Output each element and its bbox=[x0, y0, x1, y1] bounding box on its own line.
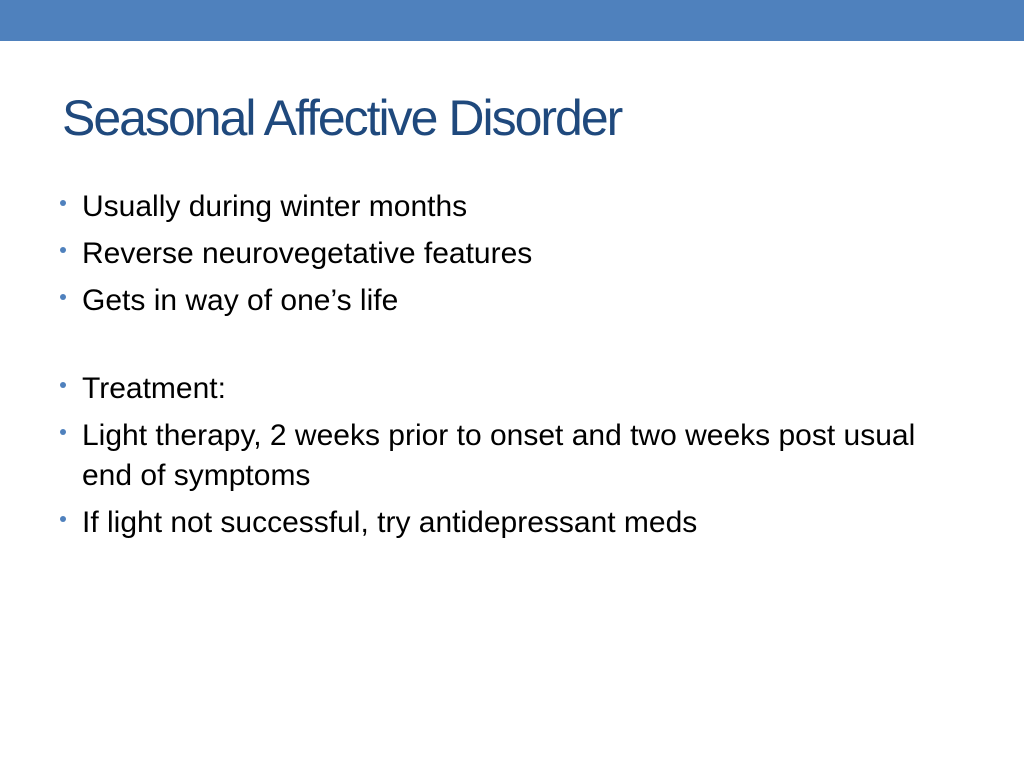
bullet-list bbox=[60, 187, 960, 550]
bullet-item bbox=[60, 416, 960, 496]
bullet-dot-icon bbox=[60, 200, 66, 206]
bullet-text: Light therapy, 2 weeks prior to onset and two weeks post usual end of symptoms bbox=[82, 419, 916, 492]
bullet-item bbox=[60, 187, 960, 227]
slide-title: Seasonal Affective Disorder bbox=[62, 90, 622, 146]
bullet-text: If light not successful, try antidepressant meds bbox=[82, 506, 698, 539]
bullet-dot-icon bbox=[60, 516, 66, 522]
bullet-text: Treatment: bbox=[82, 372, 226, 405]
bullet-dot-icon bbox=[60, 247, 66, 253]
bullet-dot-icon bbox=[60, 294, 66, 300]
bullet-dot-icon bbox=[60, 429, 66, 435]
bullet-item bbox=[60, 369, 960, 409]
bullet-dot-icon bbox=[60, 382, 66, 388]
bullet-text: Gets in way of one’s life bbox=[82, 284, 399, 317]
bullet-item bbox=[60, 234, 960, 274]
bullet-text: Usually during winter months bbox=[82, 190, 468, 223]
bullet-item bbox=[60, 281, 960, 321]
slide-header-bar bbox=[0, 0, 1024, 41]
bullet-item bbox=[60, 503, 960, 543]
bullet-text: Reverse neurovegetative features bbox=[82, 237, 533, 270]
